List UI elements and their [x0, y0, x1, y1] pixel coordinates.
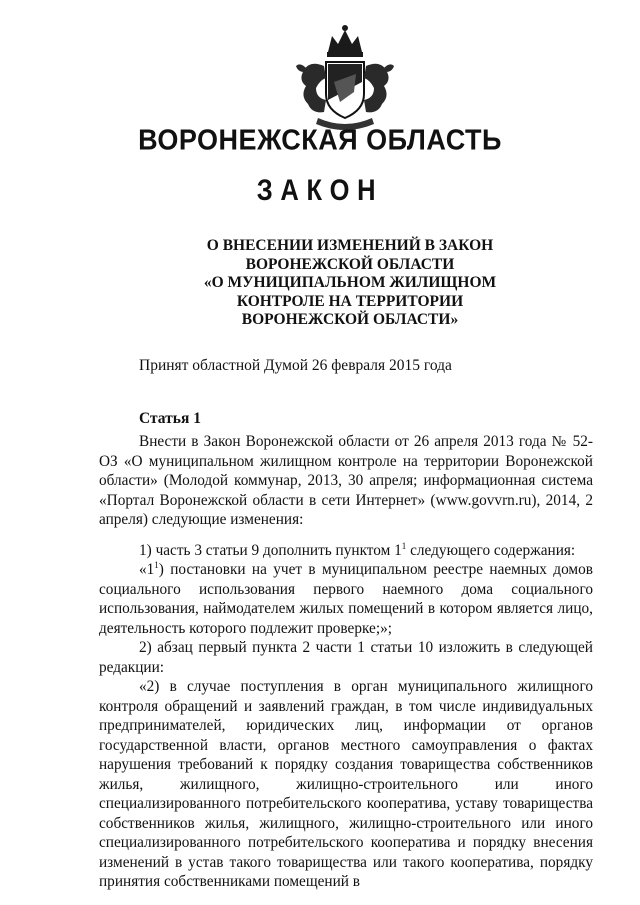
article-intro: Внести в Закон Воронежской области от 26 апреля 2013 года № 52-ОЗ «О муниципальном жилищном контроле на территории Воронежской области» (Молодой коммунар, 2013, 30 апреля; информационная система «Портал Воронежской области в сети Интернет» (www.govvrn.ru), 2014, 2 апреля) следующие изменения: — [99, 433, 593, 528]
law-title-line: КОНТРОЛЕ НА ТЕРРИТОРИИ — [236, 292, 464, 310]
law-title-line: «О МУНИЦИПАЛЬНОМ ЖИЛИЩНОМ — [203, 274, 497, 291]
region-heading: ВОРОНЕЖСКАЯ ОБЛАСТЬ — [138, 124, 502, 156]
article-title: Статья 1 — [139, 410, 201, 427]
law-title-line: ВОРОНЕЖСКОЙ ОБЛАСТИ — [245, 255, 455, 273]
amendment-quote-1: «$1^1$) постановки на учет в муниципальном реестре наемных домов социального использования первого наемного дома социального использования, наймодателем жилых помещений в котором является лицо, деятельность которого подлежит проверке;»; — [99, 559, 593, 637]
amendment-item-2: 2) абзац первый пункта 2 части 1 статьи 10 изложить в следующей редакции: — [99, 639, 593, 676]
law-title — [0, 237, 640, 330]
article-body — [99, 432, 593, 892]
amendment-item-1: 1) часть 3 статьи 9 дополнить пунктом $1^1$ следующего содержания: — [139, 540, 576, 559]
adoption-date: Принят областной Думой 26 февраля 2015 года — [139, 357, 452, 374]
amendment-quote-2: «2) в случае поступления в орган муниципального жилищного контроля обращений и заявлений граждан, в том числе индивидуальных предпринимателей, юридических лиц, информации от органов государственной власти, органов местного самоуправления о фактах нарушения требований к порядку создания товарищества собственников жилья, жилищного, жилищно-строительного или иного специализированного потребительского кооператива, уставу товарищества собственников жилья, жилищного, жилищно-строительного или иного специализированного потребительского кооператива и порядку внесения изменений в устав такого товарищества или такого кооператива, порядку принятия собственниками помещений в — [99, 678, 593, 890]
law-title-line: ВОРОНЕЖСКОЙ ОБЛАСТИ» — [241, 311, 459, 328]
document-type-heading: ЗАКОН — [256, 174, 384, 207]
coat-of-arms-icon — [290, 22, 400, 134]
law-title-line: О ВНЕСЕНИИ ИЗМЕНЕНИЙ В ЗАКОН — [206, 237, 494, 254]
